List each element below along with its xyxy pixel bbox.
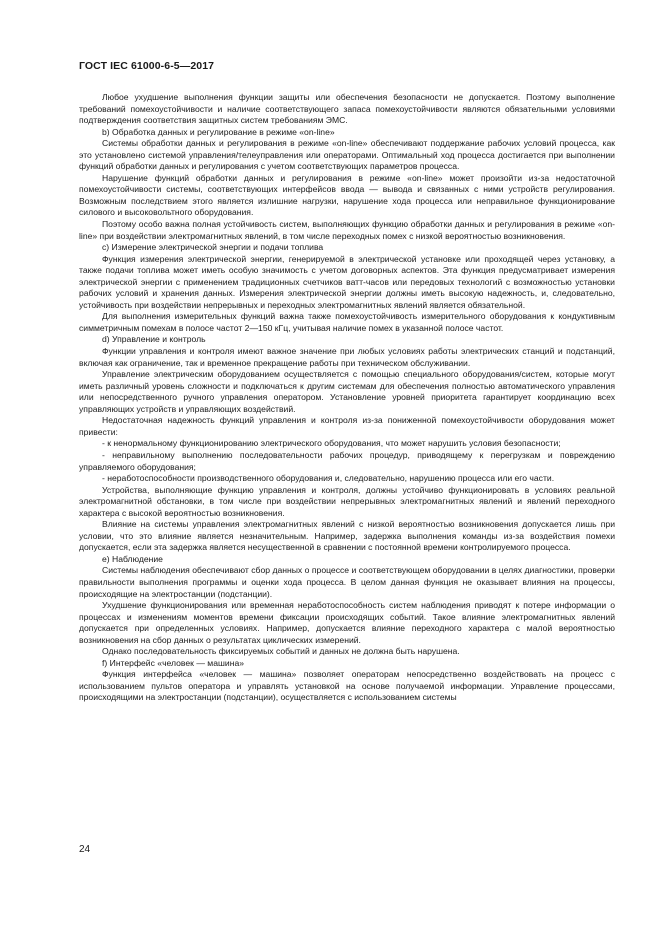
- paragraph: Устройства, выполняющие функцию управления и контроля, должны устойчиво функционировать в условиях реальной электромагнитной обстановки, в том числе при воздействии непрерывных электромагнитных явлений и явлений переходного характера с высокой вероятностью возникновения.: [79, 484, 615, 518]
- list-item: - к ненормальному функционированию электрического оборудования, что может нарушить условия безопасности;: [102, 438, 561, 449]
- paragraph: Недостаточная надежность функций управления и контроля из-за пониженной помехоустойчивости оборудования может привести:: [79, 415, 615, 437]
- paragraph: Поэтому особо важна полная устойчивость систем, выполняющих функцию обработки данных и регулирования в режиме «on-line» при воздействии электромагнитных явлений, в том числе переходных помех с низкой вероятностью возникновения.: [79, 219, 615, 241]
- paragraph: Функция измерения электрической энергии, генерируемой в электрической установке или проходящей через установку, а также подачи топлива может иметь особую значимость с учетом договорных аспектов. Эта функция предусматривает измерения электрической энергии с применением традиционных счетчиков ватт-часов или передовых технологий с возможностью установки рабочих условий и хранения данных. Измерения электрической энергии должны иметь высокую надежность, и, следовательно, устойчивость при воздействии непрерывных и переходных электромагнитных явлений является обязательной.: [79, 253, 615, 310]
- paragraph: Для выполнения измерительных функций важна также помехоустойчивость измерительного оборудования к кондуктивным симметричным помехам в полосе частот 2—150 кГц, учитывая наличие помех в указанной полосе частот.: [79, 311, 615, 333]
- paragraph: Функция интерфейса «человек — машина» позволяет операторам непосредственно воздействовать на процесс с использованием пультов оператора и управлять установкой на основе получаемой информации. Управление процессами, происходящими на электростанции (подстанции), осуществляется с использованием системы: [79, 669, 615, 703]
- paragraph: Влияние на системы управления электромагнитных явлений с низкой вероятностью возникновения допускается лишь при условии, что это влияние является незначительным. Например, задержка выполнения команды из-за воздействия помехи допускается, если эта задержка является несущественной в сравнении с постоянной времени контролируемого процесса.: [79, 519, 615, 553]
- section-heading-f: f) Интерфейс «человек — машина»: [102, 657, 244, 668]
- page-header-standard: ГОСТ IEC 61000-6-5—2017: [79, 60, 215, 72]
- list-item: - неправильному выполнению последовательности рабочих процедур, приводящему к перегрузкам и повреждению управляемого оборудования;: [79, 449, 615, 472]
- paragraph: Системы наблюдения обеспечивают сбор данных о процессе и соответствующем оборудовании в целях диагностики, проверки правильности выполнения программы и оценки хода процесса. В целом данная функция не оказывает влияния на процессы, происходящие на электростанции (подстанции).: [79, 565, 615, 599]
- paragraph: Системы обработки данных и регулирования в режиме «on-line» обеспечивают поддержание рабочих условий процесса, как это установлено системой управления/телеуправления или операторами. Оптимальный ход процесса достигается при выполнении функций обработки данных и регулирования с учетом соответствующих параметров процесса.: [79, 138, 615, 172]
- paragraph: Функции управления и контроля имеют важное значение при любых условиях работы электрических станций и подстанций, включая как ограничение, так и временное прекращение работы при техническом обслуживании.: [79, 346, 615, 368]
- paragraph: Ухудшение функционирования или временная неработоспособность систем наблюдения приводят к потере информации о процессах и изменениям моментов времени фиксации происходящих событий. Такое влияние электромагнитных явлений допускается при определенных условиях. Например, допускается влияние переходного характера с малой вероятностью возникновения на сбор данных о результатах циклических измерений.: [79, 600, 615, 645]
- paragraph: Однако последовательность фиксируемых событий и данных не должна быть нарушена.: [102, 646, 460, 657]
- section-heading-b: b) Обработка данных и регулирование в режиме «on-line»: [102, 126, 335, 137]
- paragraph: Нарушение функций обработки данных и регулирования в режиме «on-line» может произойти из-за недостаточной помехоустойчивости системы, соответствующих интерфейсов ввода — вывода и связанных с ними устройств регулирования. Возможным последствием этого является излишние нагрузки, нарушение хода процесса или неправильное функционирование силового и высоковольтного оборудования.: [79, 172, 615, 218]
- paragraph: Любое ухудшение выполнения функции защиты или обеспечения безопасности не допускается. Поэтому выполнение требований помехоустойчивости и наличие соответствующего запаса помехоустойчивости являются обязательными условиями подтверждения соответствия защитных систем требованиям ЭМС.: [79, 92, 615, 126]
- section-heading-d: d) Управление и контроль: [102, 334, 206, 345]
- paragraph: Управление электрическим оборудованием осуществляется с помощью специального оборудования/систем, которые могут иметь различный уровень сложности и подключаться к другим системам для обеспечения полностью автоматического управления или непосредственного ручного управления оператором. Установление уровней приоритета гарантирует координацию всех управляющих устройств и управляющих воздействий.: [79, 369, 615, 414]
- page-body: [79, 92, 615, 704]
- section-heading-e: e) Наблюдение: [102, 553, 163, 564]
- page-number: 24: [79, 844, 91, 855]
- section-heading-c: c) Измерение электрической энергии и подачи топлива: [102, 242, 324, 253]
- list-item: - неработоспособности производственного оборудования и, следовательно, нарушению процесса или его части.: [102, 473, 555, 484]
